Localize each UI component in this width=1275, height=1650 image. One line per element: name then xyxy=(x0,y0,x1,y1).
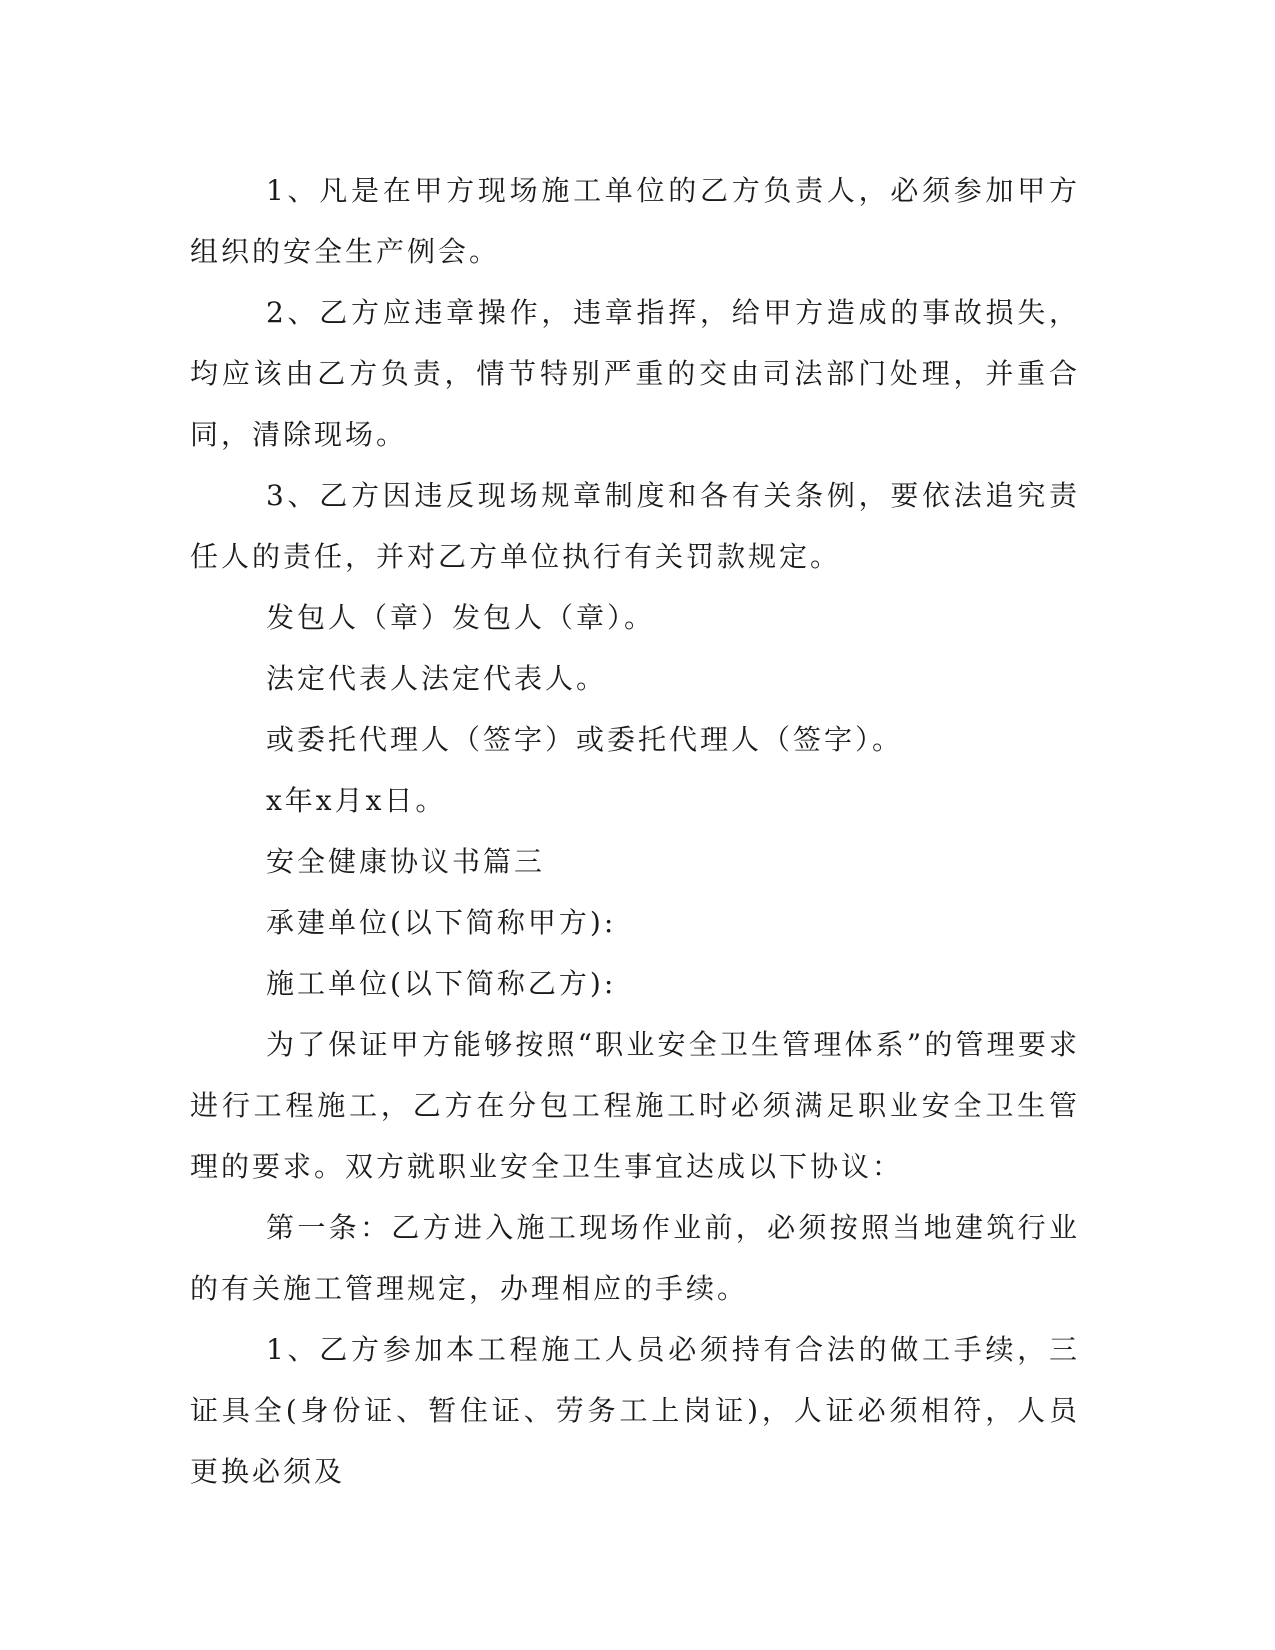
paragraph-article-1: 第一条：乙方进入施工现场作业前，必须按照当地建筑行业的有关施工管理规定，办理相应的手续。 xyxy=(190,1211,1080,1305)
paragraph-clause-1: 1、凡是在甲方现场施工单位的乙方负责人，必须参加甲方组织的安全生产例会。 xyxy=(190,174,1080,268)
paragraph-purpose: 为了保证甲方能够按照“职业安全卫生管理体系”的管理要求进行工程施工，乙方在分包工程施工时必须满足职业安全卫生管理的要求。双方就职业安全卫生事宜达成以下协议： xyxy=(190,1028,1080,1183)
document-body xyxy=(190,160,1080,1502)
paragraph-clause-3: 3、乙方因违反现场规章制度和各有关条例，要依法追究责任人的责任，并对乙方单位执行有关罚款规定。 xyxy=(190,479,1080,573)
section-heading: 安全健康协议书篇三 xyxy=(266,845,546,878)
party-b-line: 施工单位(以下简称乙方): xyxy=(266,967,617,1000)
date-line: x年x月x日。 xyxy=(266,784,447,817)
paragraph-clause-2: 2、乙方应违章操作，违章指挥，给甲方造成的事故损失，均应该由乙方负责，情节特别严重的交由司法部门处理，并重合同，清除现场。 xyxy=(190,296,1080,451)
party-a-line: 承建单位(以下简称甲方): xyxy=(266,906,617,939)
signature-line-legal-rep: 法定代表人法定代表人。 xyxy=(266,662,608,695)
signature-line-issuer: 发包人（章）发包人（章）。 xyxy=(266,601,656,634)
paragraph-article-1-item-1: 1、乙方参加本工程施工人员必须持有合法的做工手续，三证具全(身份证、暂住证、劳务工上岗证)，人证必须相符，人员更换必须及 xyxy=(190,1333,1080,1488)
signature-line-agent: 或委托代理人（签字）或委托代理人（签字）。 xyxy=(266,723,904,756)
